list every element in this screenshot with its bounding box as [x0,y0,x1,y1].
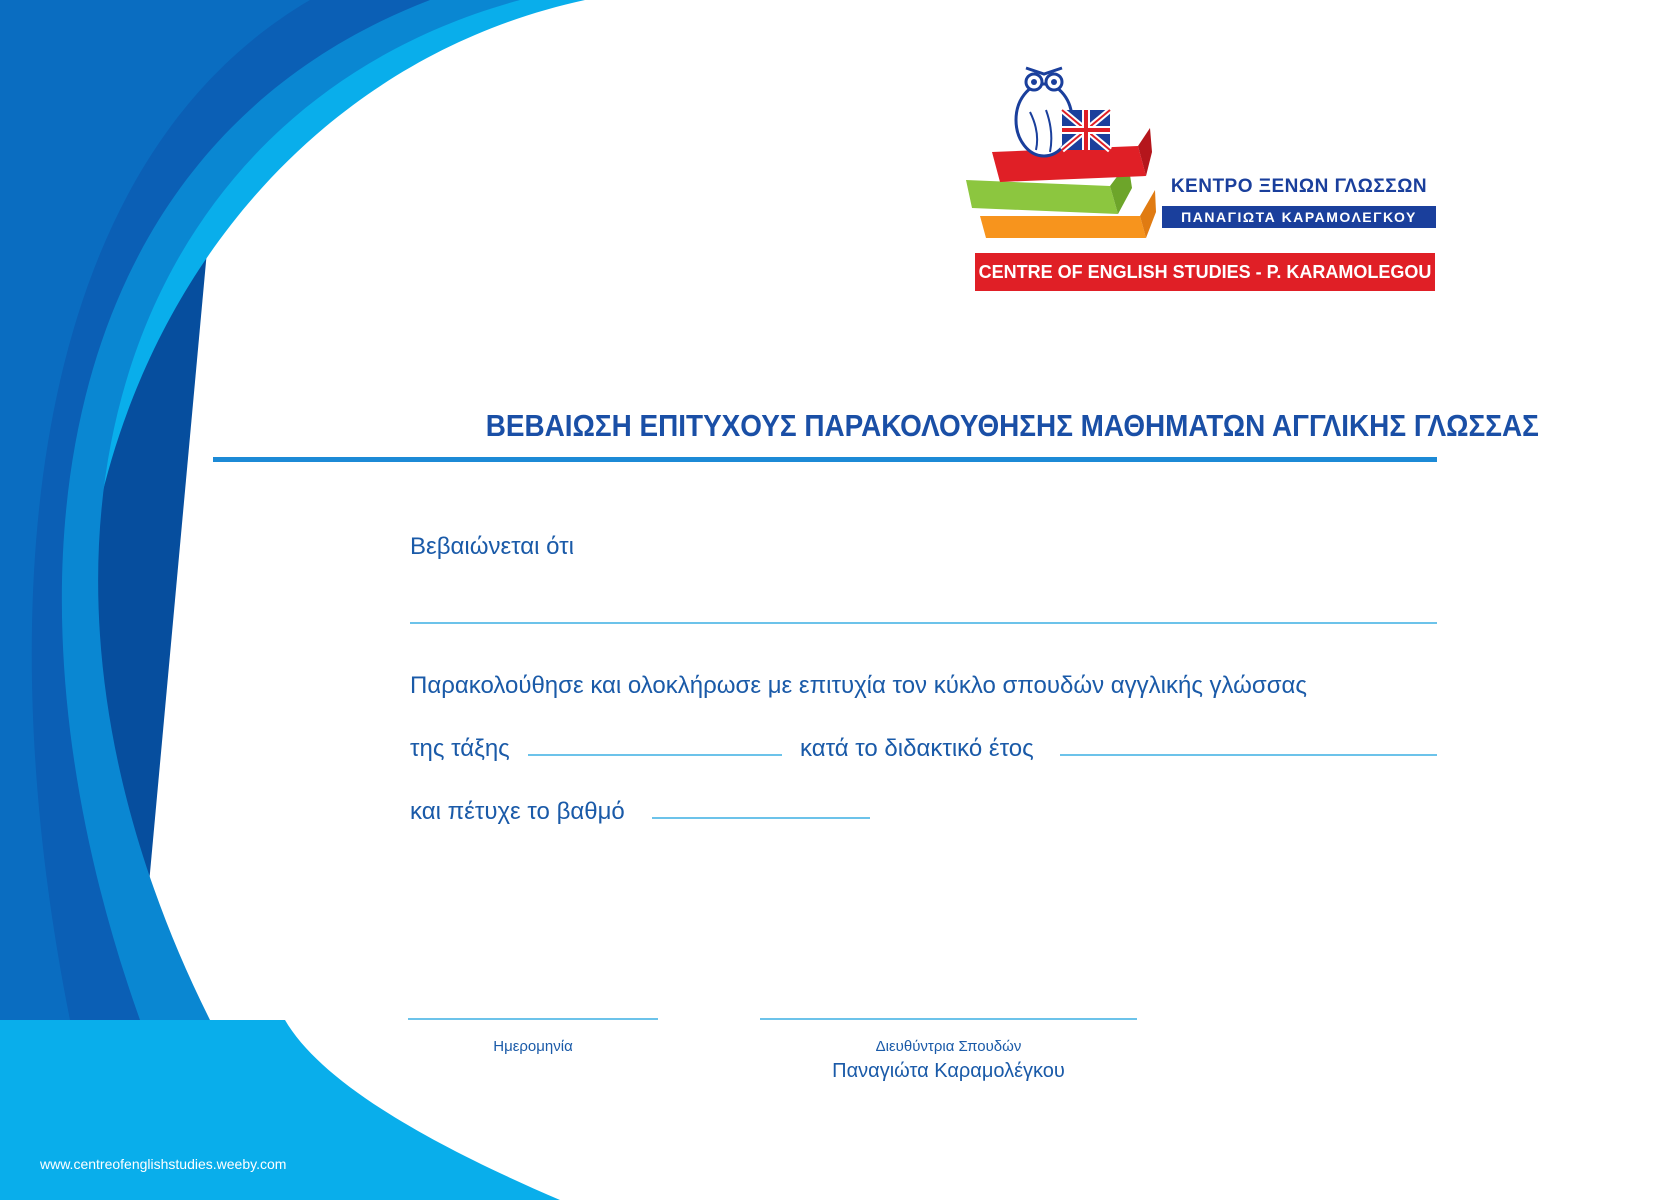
intro-text: Βεβαιώνεται ότι [410,533,574,560]
logo-owner-greek: ΠΑΝΑΓΙΩΤΑ ΚΑΡΑΜΟΛΕΓΚΟΥ [1162,206,1436,228]
grade-label: και πέτυχε το βαθμό [410,798,625,825]
title-underline [213,457,1437,462]
year-line[interactable] [1060,754,1437,756]
books-owl-flag-illustration [960,62,1160,252]
director-name: Παναγιώτα Καραμολέγκου [832,1060,1065,1082]
class-label: της τάξης [410,735,510,762]
date-signature-line[interactable] [408,1018,658,1020]
logo-name-english: CENTRE OF ENGLISH STUDIES - P. KARAMOLEGOU [975,253,1435,291]
school-logo [960,62,1440,298]
completion-text: Παρακολούθησε και ολοκλήρωσε με επιτυχία τον κύκλο σπουδών αγγλικής γλώσσας [410,672,1307,699]
director-title: Διευθύντρια Σπουδών [875,1038,1022,1055]
grade-line[interactable] [652,817,870,819]
director-signature-line[interactable] [760,1018,1137,1020]
logo-name-greek: ΚΕΝΤΡΟ ΞΕΝΩΝ ΓΛΩΣΣΩΝ [1170,176,1428,197]
certificate-title: ΒΕΒΑΙΩΣΗ ΕΠΙΤΥΧΟΥΣ ΠΑΡΑΚΟΛΟΥΘΗΣΗΣ ΜΑΘΗΜΑΤΩΝ ΑΓΓΛΙΚΗΣ ΓΛΩΣΣΑΣ [485,408,1539,443]
student-name-line[interactable] [410,622,1437,624]
footer-website: www.centreofenglishstudies.weeby.com [40,1156,287,1172]
date-label: Ημερομηνία [493,1038,573,1055]
year-label: κατά το διδακτικό έτος [800,735,1034,762]
class-line[interactable] [528,754,782,756]
